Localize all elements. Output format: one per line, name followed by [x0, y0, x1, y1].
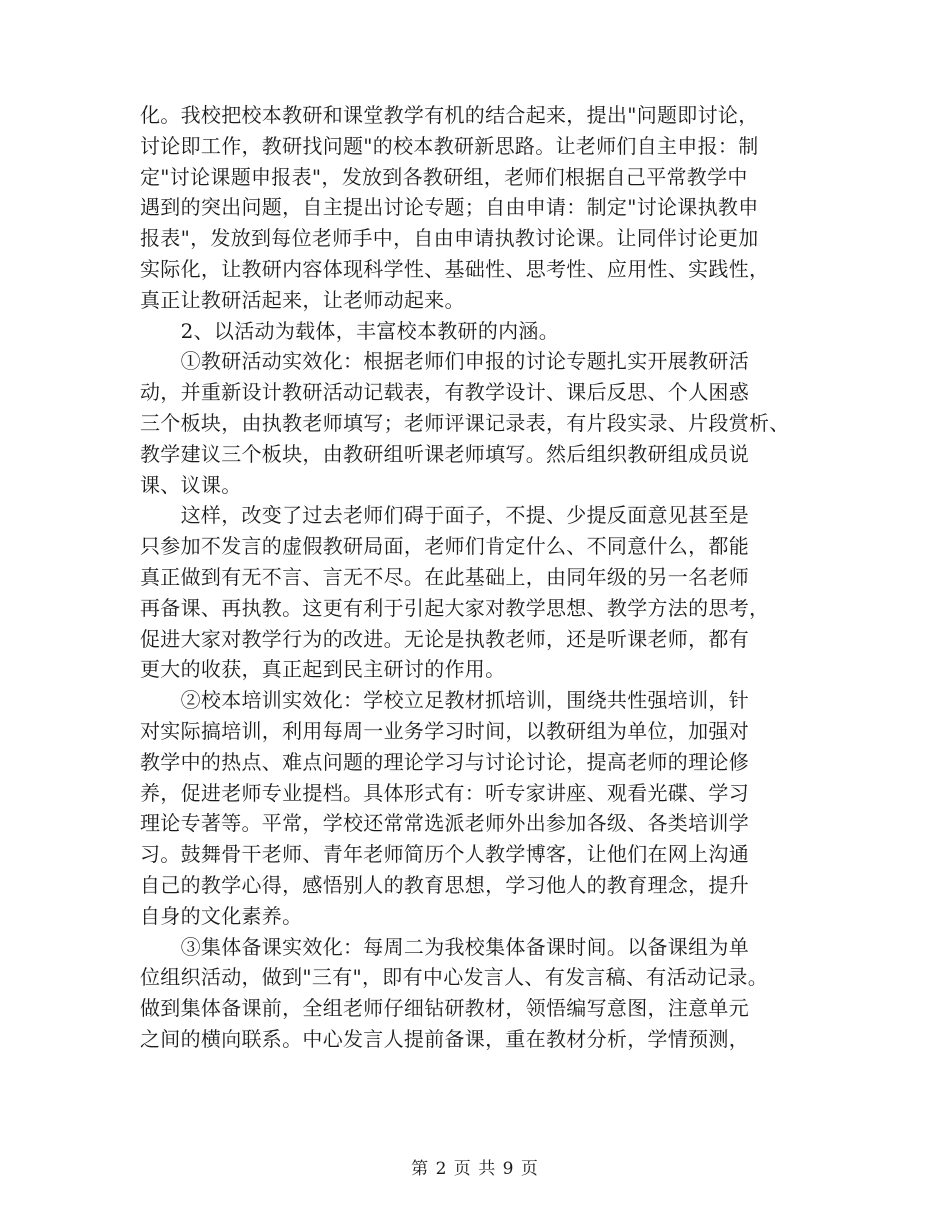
paragraph [140, 100, 820, 316]
text-line: ①教研活动实效化：根据老师们申报的讨论专题扎实开展教研活 [140, 349, 749, 374]
text-line: 位组织活动，做到"三有"，即有中心发言人、有发言稿、有活动记录。 [140, 965, 768, 990]
text-line: 真正做到有无不言、言无不尽。在此基础上，由同年级的另一名老师 [140, 564, 749, 589]
text-line: 2、以活动为载体，丰富校本教研的内涵。 [140, 318, 560, 343]
text-line: 习。鼓舞骨干老师、青年老师简历个人教学博客，让他们在网上沟通 [140, 842, 749, 867]
paragraph [140, 500, 820, 685]
text-line: 做到集体备课前，全组老师仔细钻研教材，领悟编写意图，注意单元 [140, 996, 749, 1021]
text-line: 养，促进老师专业提档。具体形式有：听专家讲座、观看光碟、学习 [140, 780, 749, 805]
text-line: 自己的教学心得，感悟别人的教育思想，学习他人的教育理念，提升 [140, 872, 749, 897]
text-line: 报表"，发放到每位老师手中，自由申请执教讨论课。让同伴讨论更加 [140, 226, 759, 251]
section-heading [140, 316, 820, 347]
text-line: 课、议课。 [140, 472, 242, 497]
text-line: 这样，改变了过去老师们碍于面子，不提、少提反面意见甚至是 [140, 503, 749, 528]
text-line: 化。我校把校本教研和课堂教学有机的结合起来，提出"问题即讨论， [140, 103, 759, 127]
paragraph [140, 346, 820, 500]
paragraph [140, 932, 820, 1055]
text-line: 对实际搞培训，利用每周一业务学习时间，以教研组为单位，加强对 [140, 718, 749, 743]
text-line: ③集体备课实效化：每周二为我校集体备课时间。以备课组为单 [140, 934, 749, 959]
text-line: 再备课、再执教。这更有利于引起大家对教学思想、教学方法的思考， [140, 595, 770, 620]
text-line: 动，并重新设计教研活动记载表，有教学设计、课后反思、个人困惑 [140, 380, 749, 405]
text-line: 之间的横向联系。中心发言人提前备课，重在教材分析，学情预测， [140, 1026, 749, 1051]
text-line: 只参加不发言的虚假教研局面，老师们肯定什么、不同意什么，都能 [140, 534, 749, 559]
text-line: 实际化，让教研内容体现科学性、基础性、思考性、应用性、实践性， [140, 256, 770, 281]
text-line: ②校本培训实效化：学校立足教材抓培训，围绕共性强培训，针 [140, 688, 749, 713]
text-line: 教学中的热点、难点问题的理论学习与讨论讨论，提高老师的理论修 [140, 749, 749, 774]
text-line: 自身的文化素养。 [140, 903, 303, 928]
text-line: 遇到的突出问题，自主提出讨论专题；自由申请：制定"讨论课执教申 [140, 195, 759, 220]
paragraph [140, 685, 820, 931]
text-line: 更大的收获，真正起到民主研讨的作用。 [140, 657, 506, 682]
text-line: 教学建议三个板块，由教研组听课老师填写。然后组织教研组成员说 [140, 441, 749, 466]
text-line: 三个板块，由执教老师填写；老师评课记录表，有片段实录、片段赏析、 [140, 410, 790, 435]
text-line: 真正让教研活起来，让老师动起来。 [140, 287, 465, 312]
text-line: 讨论即工作，教研找问题"的校本教研新思路。让老师们自主申报：制 [140, 133, 759, 158]
text-line: 理论专著等。平常，学校还常常选派老师外出参加各级、各类培训学 [140, 811, 749, 836]
page-number-footer: 第 2 页 共 9 页 [411, 1159, 539, 1179]
text-line: 促进大家对教学行为的改进。无论是执教老师，还是听课老师，都有 [140, 626, 749, 651]
text-line: 定"讨论课题申报表"，发放到各教研组，老师们根据自己平常教学中 [140, 164, 748, 189]
document-body [140, 100, 820, 1055]
